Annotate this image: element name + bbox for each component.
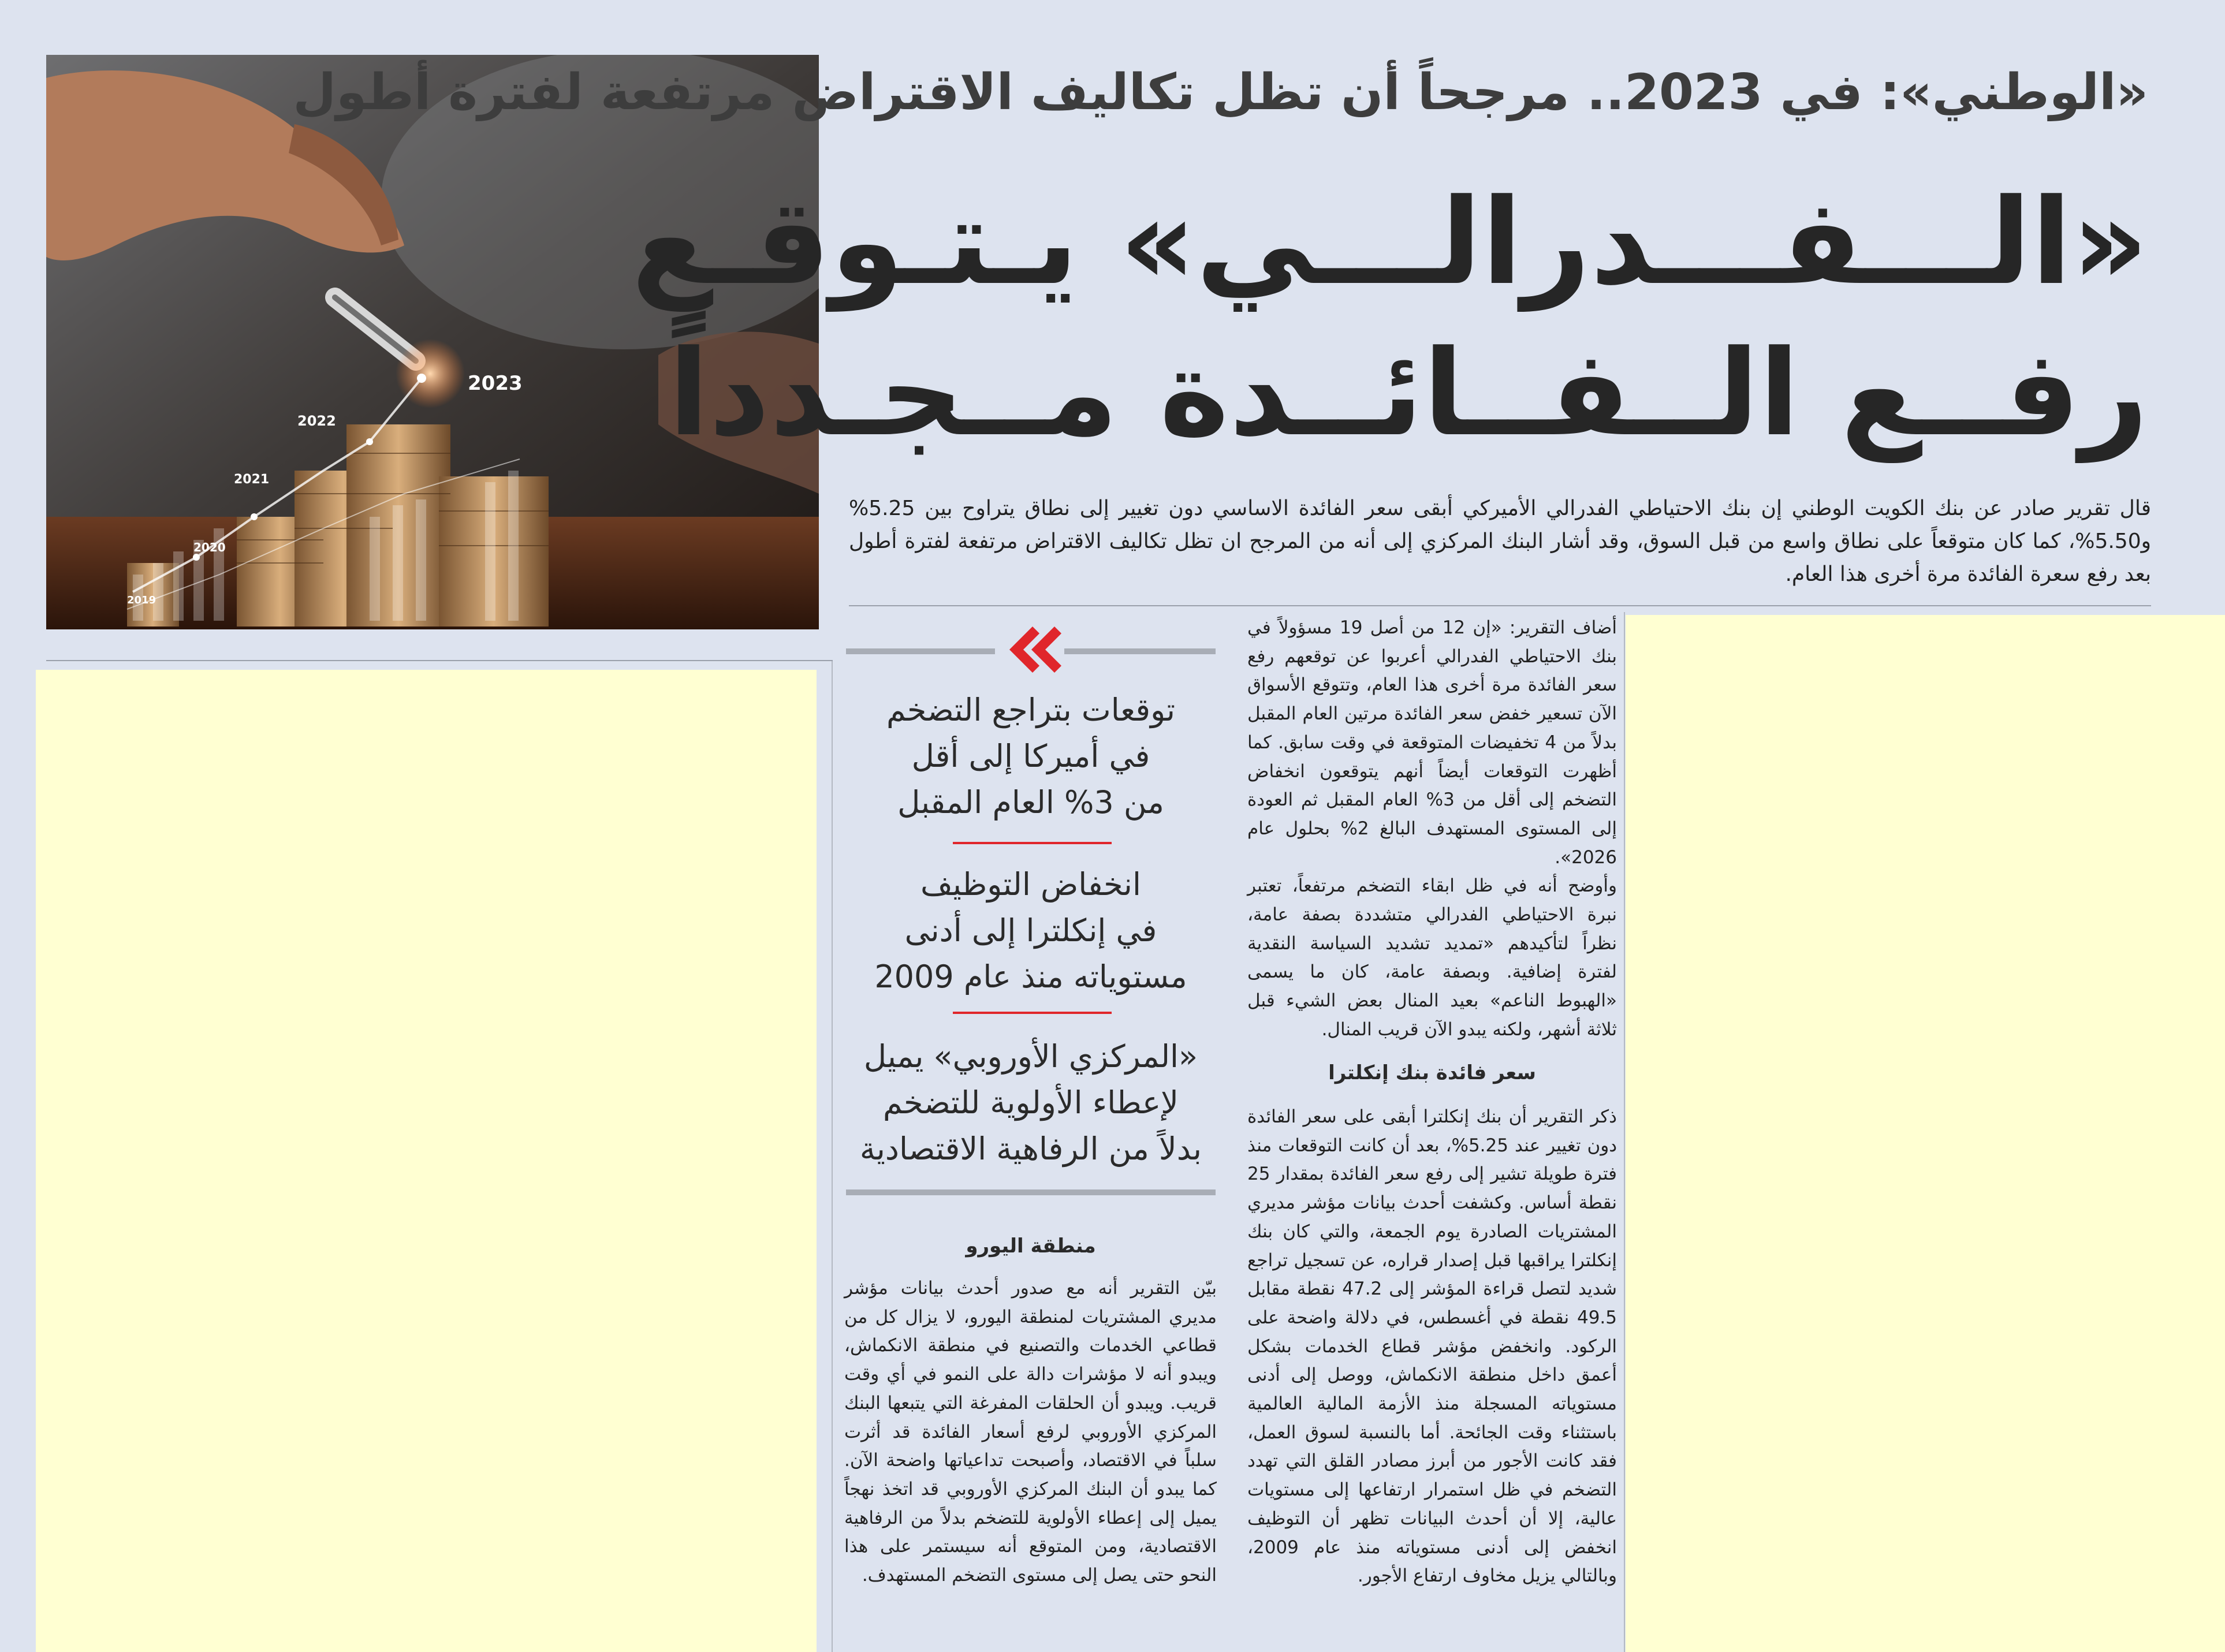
pull-quote-2-line2: في إنكلترا إلى أدنى [904, 912, 1157, 949]
article-eurozone-text [844, 1274, 1217, 1590]
year-label-2023: 2023 [468, 372, 523, 395]
pull-quote-1 [846, 687, 1216, 826]
ad-space-right [1626, 615, 2225, 1652]
paragraph-fed-officials: أضاف التقرير: «إن 12 من أصل 19 مسؤولاً في بنك الاحتياطي الفدرالي أعربوا عن توقعهم رفع سعر الفائدة مرة أخرى هذا العام، وتتوقع الأسواق الآن تسعير خفض سعر الفائدة مرتين العام المقبل بدلاً من 4 تخفيضات المتوقعة في وقت سابق. كما أظهرت التوقعات أيضاً أنهم يتوقعون انخفاض التضخم إلى أقل من 3% العام المقبل ثم العودة إلى المستوى المستهدف البالغ 2% بحلول عام 2026». [1247, 617, 1617, 868]
kicker-headline: «الوطني»: في 2023.. مرجحاً أن تظل تكاليف الاقتراض مرتفعة لفترة أطول [293, 64, 2148, 121]
lead-divider [849, 605, 2151, 606]
quote-separator-1 [953, 842, 1112, 844]
quote-rule-right [1064, 648, 1216, 654]
pull-quote-3-line2: لإعطاء الأولوية للتضخم [883, 1084, 1179, 1121]
pull-quote-2-line1: انخفاض التوظيف [920, 866, 1141, 903]
pull-quote-3-line3: بدلاً من الرفاهية الاقتصادية [859, 1131, 1202, 1167]
column-separator-left [832, 661, 833, 1652]
year-label-2019: 2019 [127, 594, 156, 606]
pull-quote-1-line2: في أميركا إلى أقل [911, 738, 1150, 774]
paragraph-fed-tone: وأوضح أنه في ظل ابقاء التضخم مرتفعاً، تعتبر نبرة الاحتياطي الفدرالي متشددة بصفة عامة، نظراً لتأكيدهم «تمديد تشديد السياسة النقدية لفترة إضافية. وبصفة عامة، كان ما يسمى «الهبوط الناعم» بعيد المنال بعض الشيء قبل ثلاثة أشهر، ولكنه يبدو الآن قريب المنال. [1247, 875, 1617, 1040]
pull-quote-3-line1: «المركزي الأوروبي» يميل [863, 1038, 1198, 1075]
pull-quote-2-line3: مستوياته منذ عام 2009 [874, 959, 1187, 995]
article-column-right-top [1247, 614, 1617, 1045]
pull-quote-3 [846, 1034, 1216, 1172]
quote-separator-2 [953, 1012, 1112, 1014]
pull-quote-2 [846, 862, 1216, 1000]
year-label-2020: 2020 [193, 540, 226, 554]
year-label-2022: 2022 [297, 413, 336, 429]
quote-bottom-rule [846, 1189, 1216, 1195]
double-chevron-icon [1004, 624, 1061, 676]
column-separator-right [1624, 612, 1625, 1652]
paragraph-eurozone: بيّن التقرير أنه مع صدور أحدث بيانات مؤشر مديري المشتريات لمنطقة اليورو، لا يزال كل من قطاعي الخدمات والتصنيع في منطقة الانكماش، ويبدو أنه لا مؤشرات دالة على النمو في أي وقت قريب. ويبدو أن الحلقات المفرغة التي يتبعها البنك المركزي الأوروبي لرفع أسعار الفائدة قد أثرت سلباً في الاقتصاد، وأصبحت تداعياتها واضحة الآن. كما يبدو أن البنك المركزي الأوروبي قد اتخذ نهجاً يميل إلى إعطاء الأولوية للتضخم بدلاً من الرفاهية الاقتصادية، ومن المتوقع أنه سيستمر على هذا النحو حتى يصل إلى مستوى التضخم المستهدف. [844, 1278, 1217, 1586]
ad-space-left [36, 670, 817, 1652]
article-column-right-bottom [1247, 1103, 1617, 1591]
subheading-eurozone: منطقة اليورو [966, 1235, 1096, 1258]
main-headline-line1: «الـــفـــدرالـــي» يـتـوقـع [631, 174, 2148, 311]
subheading-bank-of-england: سعر فائدة بنك إنكلترا [1328, 1061, 1536, 1084]
pull-quote-1-line1: توقعات بتراجع التضخم [886, 692, 1176, 728]
pull-quote-1-line3: من 3% العام المقبل [897, 784, 1164, 821]
lead-paragraph: قال تقرير صادر عن بنك الكويت الوطني إن بنك الاحتياطي الفدرالي الأميركي أبقى سعر الفائدة الاساسي دون تغيير إلى نطاق يتراوح بين 5.25% و5.50%، كما كان متوقعاً على نطاق واسع من قبل السوق، وقد أشار البنك المركزي إلى أنه من المرجح ان تظل تكاليف الاقتراض مرتفعة لفترة أطول بعد رفع سعرة الفائدة مرة أخرى هذا العام. [849, 497, 2151, 586]
main-headline-line2: رفــع الــفــائــدة مــجـدداً [668, 325, 2148, 463]
quote-rule-left [846, 648, 995, 654]
photo-divider [46, 660, 833, 661]
paragraph-bank-of-england: ذكر التقرير أن بنك إنكلترا أبقى على سعر الفائدة دون تغيير عند 5.25%، بعد أن كانت التوقعات منذ فترة طويلة تشير إلى رفع سعر الفائدة بمقدار 25 نقطة أساس. وكشفت أحدث بيانات مؤشر مديري المشتريات الصادرة يوم الجمعة، والتي كان بنك إنكلترا يراقبها قبل إصدار قراره، عن تسجيل تراجع شديد لتصل قراءة المؤشر إلى 47.2 نقطة مقابل 49.5 نقطة في أغسطس، في دلالة واضحة على الركود. وانخفض مؤشر قطاع الخدمات بشكل أعمق داخل منطقة الانكماش، ووصل إلى أدنى مستوياته المسجلة منذ الأزمة المالية العالمية باستثناء وقت الجائحة. أما بالنسبة لسوق العمل، فقد كانت الأجور من أبرز مصادر القلق التي تهدد التضخم في ظل استمرار ارتفاعها إلى مستويات عالية، إلا أن أحدث البيانات تظهر أن التوظيف انخفض إلى أدنى مستوياته منذ عام 2009، وبالتالي يزيل مخاوف ارتفاع الأجور. [1247, 1106, 1617, 1587]
year-label-2021: 2021 [234, 472, 270, 487]
